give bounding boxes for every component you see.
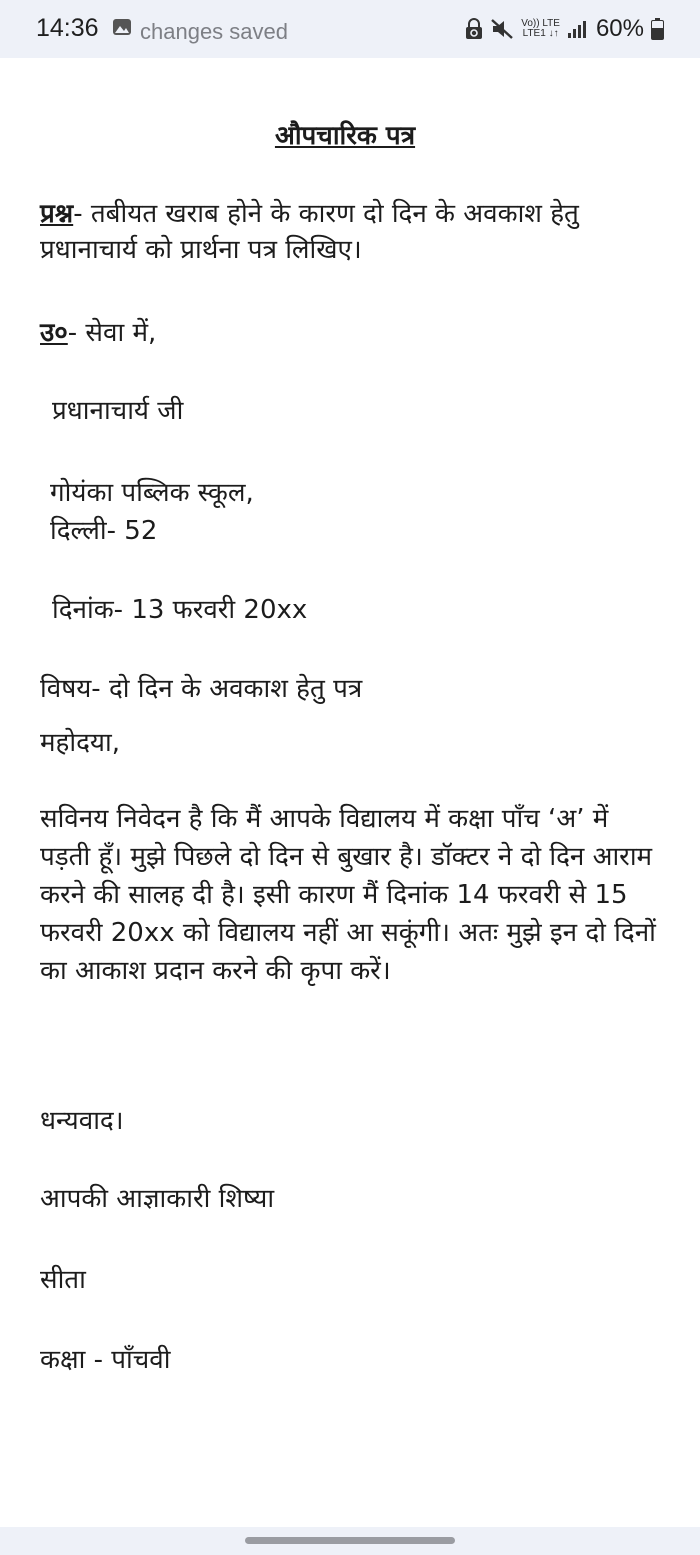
question-paragraph [40, 196, 660, 268]
home-indicator[interactable] [245, 1537, 455, 1544]
school-city: दिल्ली- 52 [50, 516, 158, 546]
answer-label: उ० [40, 318, 68, 348]
answer-text: - सेवा में, [67, 318, 157, 348]
thanks-line: धन्यवाद। [40, 1106, 124, 1136]
status-bar [0, 0, 700, 58]
date-line: दिनांक- 13 फरवरी 20xx [52, 595, 308, 625]
school-name: गोयंका पब्लिक स्कूल, [50, 478, 254, 508]
question-label: प्रश्न [40, 199, 74, 229]
clock: 14:36 [36, 14, 99, 42]
letter-body: सविनय निवेदन है कि मैं आपके विद्यालय में कक्षा पाँच ‘अ’ में पड़ती हूँ। मुझे पिछले दो दिन से बुखार है। डॉक्टर ने दो दिन आराम करने की सालह दी है। इसी कारण मैं दिनांक 14 फरवरी से 15 फरवरी 20xx को विद्यालय नहीं आ सकूंगी। अतः मुझे इन दो दिनों का आकाश प्रदान करने की कृपा करें। [40, 804, 656, 986]
recipient-line: प्रधानाचार्य जी [52, 396, 184, 426]
changes-saved-status: changes saved [140, 19, 288, 44]
recycle-lock-icon [465, 18, 483, 40]
navigation-bar [0, 1527, 700, 1555]
student-name: सीता [40, 1265, 86, 1295]
salutation: महोदया, [40, 728, 120, 758]
page-title: औपचारिक पत्र [274, 121, 416, 151]
battery-icon [651, 18, 664, 40]
class-line: कक्षा - पाँचवी [40, 1345, 171, 1375]
battery-percent: 60% [595, 15, 644, 42]
status-icons [465, 12, 664, 46]
signal-icon [567, 19, 589, 39]
question-text: - तबीयत खराब होने के कारण दो दिन के अवकाश हेतु प्रधानाचार्य को प्रार्थना पत्र लिखिए। [40, 199, 579, 265]
gallery-icon [112, 18, 132, 36]
closing-line: आपकी आज्ञाकारी शिष्या [40, 1184, 275, 1214]
network-indicator: Vo)) LTE LTE1 ↓↑ [521, 18, 560, 39]
subject-line: विषय- दो दिन के अवकाश हेतु पत्र [40, 674, 363, 704]
mute-icon [490, 18, 514, 40]
answer-line [40, 315, 660, 351]
